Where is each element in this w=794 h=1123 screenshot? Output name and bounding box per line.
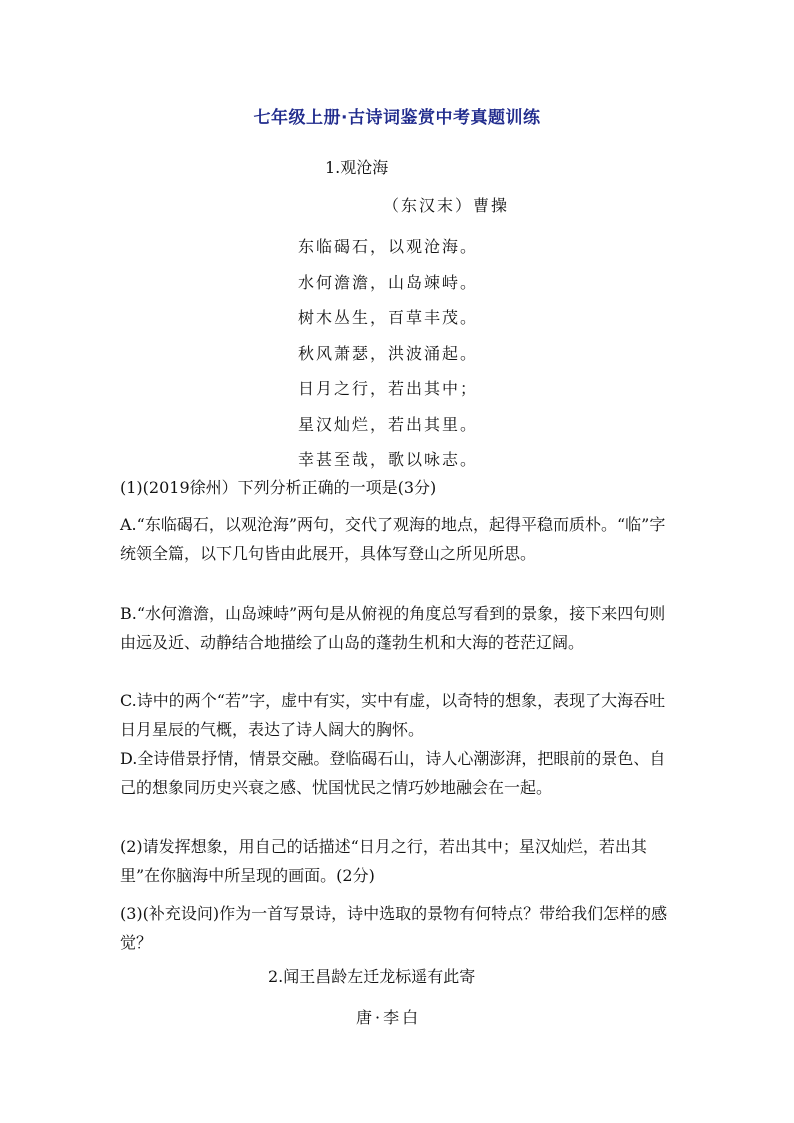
question-1-option-b: B.“水何澹澹，山岛竦峙”两句是从俯视的角度总写看到的景象，接下来四句则由远及近、动静结合地描绘了山岛的蓬勃生机和大海的苍茫辽阔。 — [120, 604, 666, 652]
poem-line: 秋风萧瑟，洪波涌起。 — [298, 343, 479, 363]
question-3: (3)(补充设问)作为一首写景诗，诗中选取的景物有何特点？带给我们怎样的感觉？ — [120, 904, 668, 952]
question-1-option-d: D.全诗借景抒情，情景交融。登临碣石山，诗人心潮澎湃，把眼前的景色、自己的想象同历史兴衰之感、忧国忧民之情巧妙地融会在一起。 — [120, 749, 666, 797]
poem-body — [298, 229, 478, 478]
poem-author: （东汉末）曹操 — [383, 196, 510, 215]
poem-line: 水何澹澹，山岛竦峙。 — [298, 272, 479, 292]
question-1-option-a: A.“东临碣石，以观沧海”两句，交代了观海的地点，起得平稳而质朴。“临”字统领全篇，以下几句皆由此展开，具体写登山之所见所思。 — [120, 515, 666, 563]
poem-2-author: 唐·李白 — [356, 1008, 422, 1027]
page-title: 七年级上册·古诗词鉴赏中考真题训练 — [253, 108, 541, 128]
poem-2-title: 2.闻王昌龄左迁龙标遥有此寄 — [268, 967, 476, 986]
poem-line: 星汉灿烂，若出其里。 — [298, 414, 479, 434]
poem-line: 东临碣石，以观沧海。 — [298, 237, 479, 256]
poem-line: 日月之行，若出其中； — [298, 379, 479, 398]
question-1-option-c: C.诗中的两个“若”字，虚中有实，实中有虚，以奇特的想象，表现了大海吞吐日月星辰的气概，表达了诗人阔大的胸怀。 — [120, 691, 666, 739]
question-2: (2)请发挥想象，用自己的话描述“日月之行，若出其中；星汉灿烂，若出其里”在你脑海中所呈现的画面。(2分) — [120, 837, 647, 885]
poem-line: 幸甚至哉，歌以咏志。 — [298, 450, 479, 469]
poem-line: 树木丛生，百草丰茂。 — [298, 308, 479, 327]
poem-title: 1.观沧海 — [325, 158, 389, 177]
question-1-stem: (1)(2019徐州）下列分析正确的一项是(3分) — [120, 478, 437, 497]
